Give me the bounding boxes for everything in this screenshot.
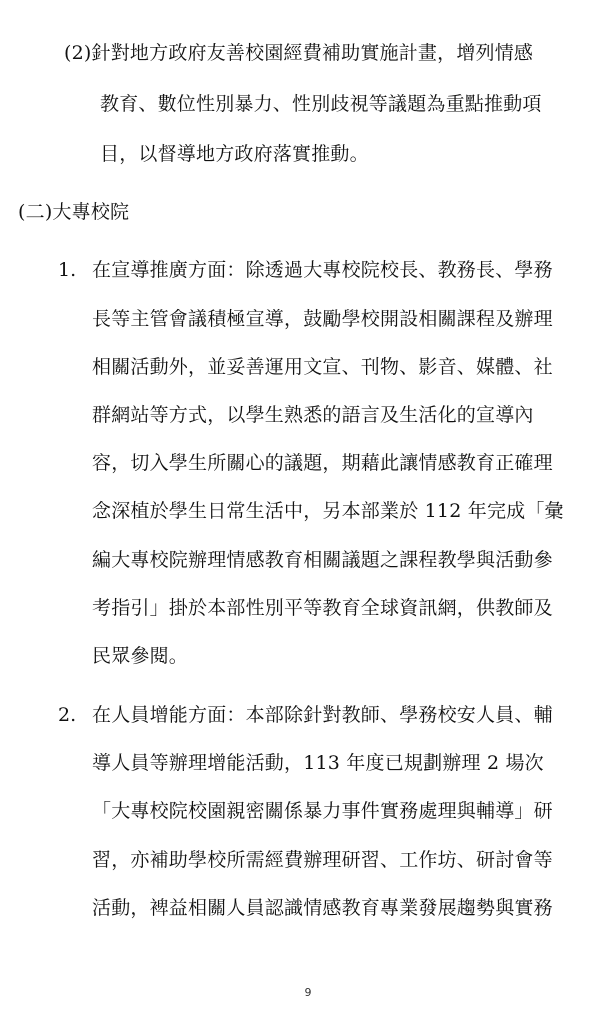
- list-number: 2.: [58, 704, 77, 726]
- paragraph-line: 習，亦補助學校所需經費辦理研習、工作坊、研討會等: [92, 849, 553, 871]
- paragraph-line: (2)針對地方政府友善校園經費補助實施計畫，增列情感: [64, 42, 534, 64]
- paragraph-line: 相關活動外，並妥善運用文宣、刊物、影音、媒體、社: [92, 356, 553, 378]
- paragraph-line: 容，切入學生所關心的議題，期藉此讓情感教育正確理: [92, 452, 553, 474]
- paragraph-line: 念深植於學生日常生活中，另本部業於 112 年完成「彙: [92, 500, 564, 522]
- paragraph-line: 長等主管會議積極宣導，鼓勵學校開設相關課程及辦理: [92, 308, 553, 330]
- paragraph-line: 民眾參閱。: [92, 645, 189, 667]
- list-number: 1.: [58, 259, 77, 281]
- paragraph-line: 教育、數位性別暴力、性別歧視等議題為重點推動項: [100, 93, 542, 115]
- paragraph-line: 在人員增能方面：本部除針對教師、學務校安人員、輔: [92, 704, 553, 726]
- section-heading: (二)大專校院: [18, 201, 130, 223]
- paragraph-line: 目，以督導地方政府落實推動。: [100, 143, 369, 165]
- page-number: 9: [304, 986, 312, 999]
- paragraph-line: 考指引」掛於本部性別平等教育全球資訊網，供教師及: [92, 597, 553, 619]
- paragraph-line: 導人員等辦理增能活動，113 年度已規劃辦理 2 場次: [92, 752, 544, 774]
- paragraph-line: 在宣導推廣方面：除透過大專校院校長、教務長、學務: [92, 259, 553, 281]
- paragraph-line: 編大專校院辦理情感教育相關議題之課程教學與活動參: [92, 549, 553, 571]
- paragraph-line: 「大專校院校園親密關係暴力事件實務處理與輔導」研: [92, 800, 553, 822]
- paragraph-line: 群網站等方式，以學生熟悉的語言及生活化的宣導內: [92, 404, 534, 426]
- paragraph-line: 活動，裨益相關人員認識情感教育專業發展趨勢與實務: [92, 897, 553, 919]
